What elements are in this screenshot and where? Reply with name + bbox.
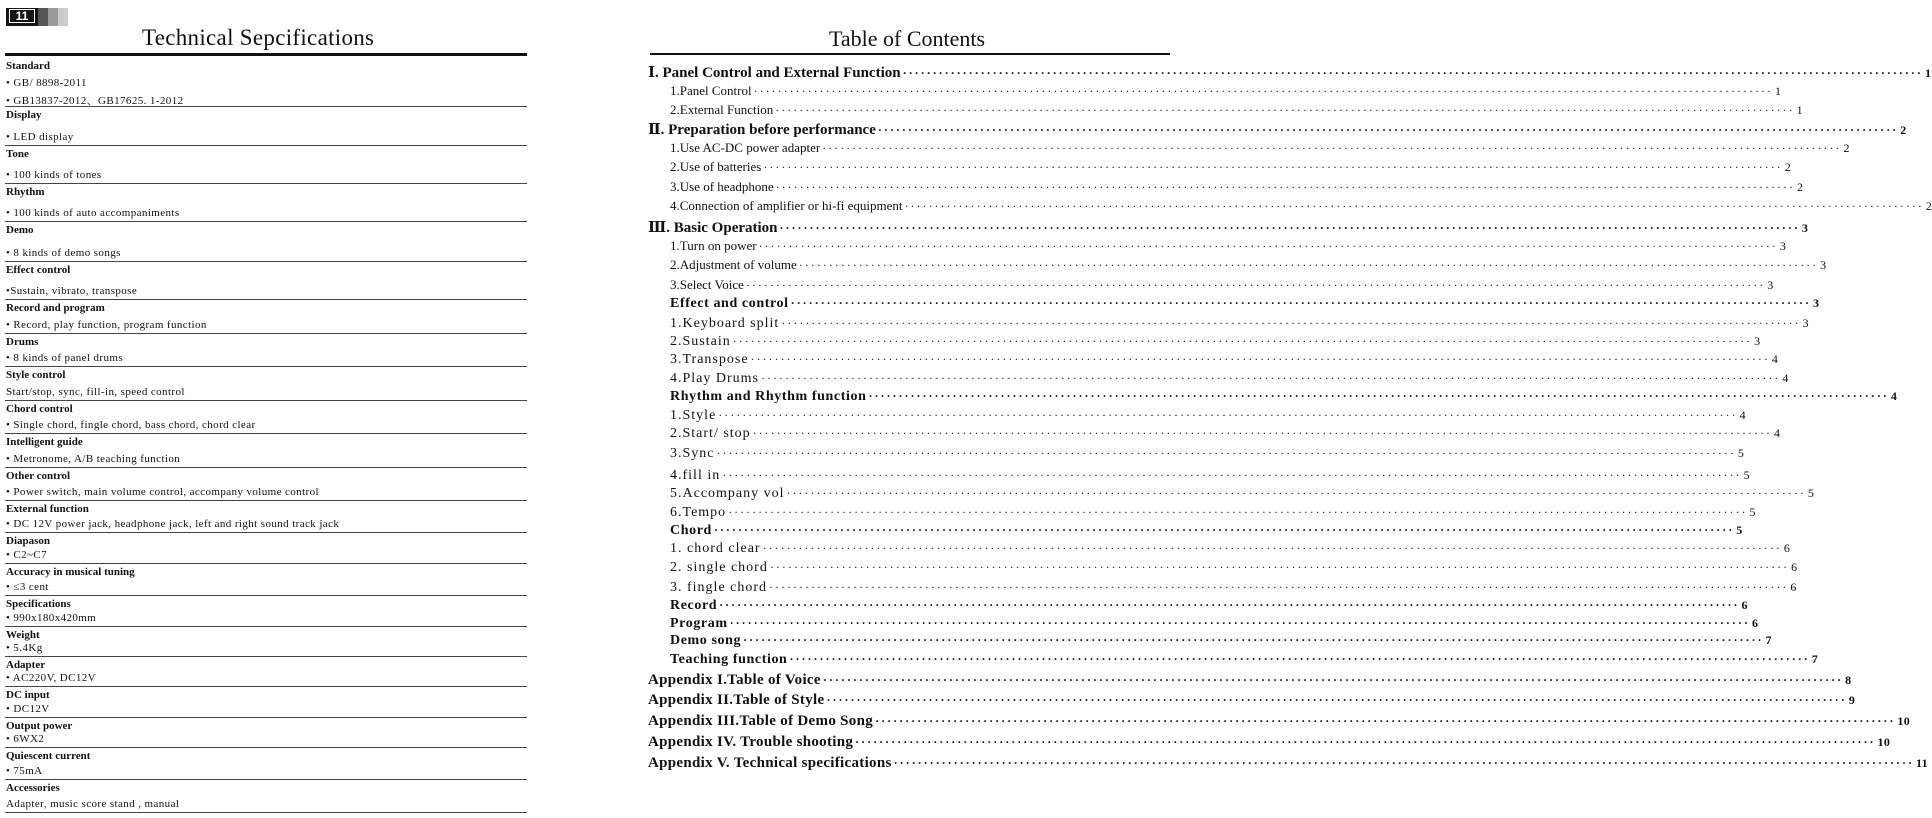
- toc-entry[interactable]: [648, 63, 1931, 82]
- toc-entry-title: 4.Connection of amplifier or hi-fi equipment: [670, 198, 903, 213]
- toc-entry-title: Chord: [670, 523, 712, 538]
- spec-heading: Tone: [6, 148, 29, 160]
- toc-entry[interactable]: [648, 734, 1891, 751]
- toc-dot-leader: [728, 505, 1747, 518]
- spec-list: [5, 58, 527, 813]
- toc-entry-title: 5.Accompany vol: [670, 486, 785, 501]
- toc-entry-title: 3.Sync: [670, 446, 715, 461]
- spec-section: [5, 401, 527, 434]
- toc-page-number: 2: [1796, 180, 1803, 194]
- toc-entry-title: 4.Play Drums: [670, 371, 759, 386]
- toc-page-number: 6: [1791, 560, 1799, 574]
- toc-dot-leader: [722, 468, 1741, 481]
- toc-page-number: 3: [1802, 316, 1810, 330]
- toc-entry[interactable]: [648, 523, 1743, 539]
- toc-dot-leader: [730, 616, 1750, 629]
- spec-section: [5, 501, 527, 533]
- toc-entry[interactable]: [648, 277, 1774, 293]
- toc-dot-leader: [789, 652, 1809, 665]
- spec-value: Adapter, music score stand , manual: [6, 798, 180, 810]
- toc-dot-leader: [753, 426, 1772, 439]
- toc-page-number: 10: [1897, 714, 1911, 728]
- toc-entry-title: 3.Select Voice: [670, 277, 744, 292]
- spec-section: [5, 262, 527, 300]
- toc-dot-leader: [903, 65, 1923, 79]
- toc-dot-leader: [754, 83, 1773, 95]
- toc-entry[interactable]: [648, 692, 1856, 709]
- spec-title-rule: [5, 53, 527, 56]
- spec-section: [5, 184, 527, 222]
- toc-dot-leader: [776, 179, 1795, 191]
- toc-page-number: 1: [1796, 103, 1803, 117]
- toc-entry-title: Appendix IV. Trouble shooting: [648, 734, 854, 750]
- toc-entry-title: 6.Tempo: [670, 505, 727, 520]
- toc-entry-title: 2.Sustain: [670, 334, 731, 349]
- toc-entry-title: 1. chord clear: [670, 541, 761, 556]
- toc-entry[interactable]: [648, 672, 1852, 689]
- spec-value: • Metronome, A/B teaching function: [6, 453, 181, 465]
- spec-value: • GB13837-2012、GB17625. 1-2012: [6, 95, 184, 107]
- toc-entry-title: Record: [670, 598, 718, 613]
- spec-heading: Diapason: [6, 535, 51, 547]
- toc-entry[interactable]: [648, 218, 1808, 237]
- toc-entry[interactable]: [648, 408, 1747, 424]
- toc-dot-leader: [875, 713, 1895, 727]
- toc-page-number: 5: [1807, 486, 1815, 500]
- page-number: 11: [9, 9, 35, 23]
- toc-page-number: 4: [1739, 408, 1747, 422]
- spec-section: [5, 748, 527, 780]
- spec-page-title: Technical Sepcifications: [142, 25, 375, 50]
- toc-page-number: 3: [1812, 296, 1820, 310]
- toc-page-number: 3: [1779, 239, 1786, 253]
- toc-page-number: 5: [1749, 505, 1757, 519]
- toc-dot-leader: [787, 486, 1806, 499]
- toc-entry[interactable]: [648, 468, 1751, 484]
- toc-page-number: 4: [1782, 371, 1790, 385]
- toc-entry[interactable]: [648, 198, 1932, 214]
- toc-entry[interactable]: [648, 616, 1759, 632]
- toc-dot-leader: [905, 198, 1924, 210]
- toc-dot-leader: [823, 672, 1843, 686]
- spec-heading: Effect control: [6, 264, 71, 276]
- toc-entry-title: 1.Style: [670, 408, 717, 423]
- toc-page-number: 1: [1924, 66, 1931, 80]
- toc-entry[interactable]: [648, 371, 1790, 387]
- toc-entry-title: Appendix III.Table of Demo Song: [648, 713, 874, 729]
- spec-section: [5, 596, 527, 627]
- spec-section: [5, 300, 527, 334]
- toc-entry-title: 2.External Function: [670, 102, 774, 117]
- toc-entry-title: Ⅲ. Basic Operation: [648, 220, 778, 236]
- toc-page-number: 4: [1771, 352, 1779, 366]
- spec-section: [5, 222, 527, 262]
- spec-heading: Quiescent current: [6, 750, 91, 762]
- toc-page-number: 1: [1774, 84, 1781, 98]
- spec-heading: Other control: [6, 470, 71, 482]
- toc-entry-title: Effect and control: [670, 296, 789, 311]
- toc-entry[interactable]: [648, 580, 1798, 596]
- toc-entry-title: 2.Start/ stop: [670, 426, 751, 441]
- toc-entry-title: 1.Use AC-DC power adapter: [670, 140, 821, 155]
- toc-dot-leader: [799, 257, 1818, 269]
- toc-entry[interactable]: [648, 238, 1786, 254]
- spec-section: [5, 107, 527, 146]
- toc-page-number: 3: [1754, 334, 1762, 348]
- spec-value: • LED display: [6, 131, 74, 143]
- toc-page-number: 9: [1848, 693, 1856, 707]
- toc-page-number: 8: [1845, 673, 1852, 687]
- toc-entry[interactable]: [648, 633, 1773, 649]
- toc-entry-title: Program: [670, 616, 728, 631]
- spec-heading: DC input: [6, 689, 50, 701]
- toc-dot-leader: [781, 316, 1800, 329]
- toc-entry-title: 1.Panel Control: [670, 83, 752, 98]
- spec-heading: Chord control: [6, 403, 73, 415]
- spec-heading: Accessories: [6, 782, 60, 794]
- toc-entry[interactable]: [648, 652, 1819, 668]
- spec-section: [5, 718, 527, 748]
- toc-entry-title: 4.fill in: [670, 468, 721, 483]
- spec-value: •Sustain, vibrato, transpose: [6, 285, 138, 297]
- toc-dot-leader: [719, 598, 1739, 611]
- toc-dot-leader: [714, 523, 1734, 536]
- toc-entry-title: 1.Keyboard split: [670, 316, 780, 331]
- toc-entry[interactable]: [648, 713, 1911, 730]
- toc-entry-title: 3.Use of headphone: [670, 179, 774, 194]
- spec-value: • ≤3 cent: [6, 581, 49, 593]
- toc-dot-leader: [759, 238, 1778, 250]
- toc-page-number: 6: [1751, 616, 1759, 630]
- toc-entry[interactable]: [648, 140, 1850, 156]
- spec-value: • 100 kinds of tones: [6, 169, 102, 181]
- toc-entry[interactable]: [648, 486, 1815, 502]
- badge-shade-light: [58, 8, 68, 26]
- toc-page-number: 4: [1890, 389, 1898, 403]
- toc-entry[interactable]: [648, 598, 1749, 614]
- spec-heading: Style control: [6, 369, 66, 381]
- spec-value: • 100 kinds of auto accompaniments: [6, 207, 180, 219]
- toc-page-number: 10: [1877, 735, 1891, 749]
- spec-heading: Display: [6, 109, 42, 121]
- toc-dot-leader: [746, 277, 1765, 289]
- toc-entry-title: Ⅰ. Panel Control and External Function: [648, 65, 901, 81]
- toc-entry-title: 3. fingle chord: [670, 580, 768, 595]
- toc-page-number: 3: [1801, 221, 1808, 235]
- spec-value: • 8 kinds of panel drums: [6, 352, 124, 364]
- spec-heading: Output power: [6, 720, 73, 732]
- toc-page-number: 3: [1820, 258, 1827, 272]
- spec-section: [5, 780, 527, 813]
- spec-heading: Weight: [6, 629, 40, 641]
- toc-page-number: 5: [1743, 468, 1751, 482]
- toc-entry[interactable]: [648, 159, 1791, 175]
- toc-dot-leader: [878, 122, 1898, 136]
- spec-heading: Demo: [6, 224, 34, 236]
- spec-value: • 8 kinds of demo songs: [6, 247, 121, 259]
- toc-dot-leader: [868, 389, 1888, 402]
- toc-entry-title: Ⅱ. Preparation before performance: [648, 122, 876, 138]
- badge-shade-dark: [38, 8, 48, 26]
- spec-section: [5, 564, 527, 596]
- spec-heading: External function: [6, 503, 89, 515]
- toc-page-number: 6: [1741, 598, 1749, 612]
- toc-page-number: 4: [1774, 426, 1782, 440]
- spec-value: • AC220V, DC12V: [6, 672, 97, 684]
- spec-section: [5, 146, 527, 184]
- toc-page-number: 2: [1925, 199, 1932, 213]
- toc-dot-leader: [761, 371, 1780, 384]
- spec-value: • DC12V: [6, 703, 50, 715]
- toc-entry[interactable]: [648, 257, 1827, 273]
- toc-dot-leader: [894, 755, 1914, 769]
- toc-entry-title: Demo song: [670, 633, 742, 648]
- spec-value: • GB/ 8898-2011: [6, 77, 87, 89]
- spec-heading: Record and program: [6, 302, 105, 314]
- spec-value: • C2~C7: [6, 549, 48, 561]
- toc-entry[interactable]: [648, 83, 1781, 99]
- spec-section: [5, 334, 527, 367]
- spec-section: [5, 468, 527, 501]
- spec-heading: Rhythm: [6, 186, 45, 198]
- toc-dot-leader: [826, 692, 1846, 706]
- spec-heading: Drums: [6, 336, 39, 348]
- toc-entry-title: Appendix V. Technical specifications: [648, 755, 892, 771]
- toc-entry-title: Appendix I.Table of Voice: [648, 672, 821, 688]
- toc-dot-leader: [718, 408, 1737, 421]
- toc-entry[interactable]: [648, 446, 1745, 462]
- toc-entry-title: 2.Use of batteries: [670, 159, 762, 174]
- spec-heading: Intelligent guide: [6, 436, 83, 448]
- toc-page-number: 5: [1736, 523, 1743, 537]
- toc-dot-leader: [751, 352, 1770, 365]
- spec-value: • 6WX2: [6, 733, 45, 745]
- toc-page-number: 2: [1843, 141, 1850, 155]
- toc-dot-leader: [770, 560, 1789, 573]
- toc-page-number: 2: [1784, 160, 1791, 174]
- toc-entry[interactable]: [648, 102, 1803, 118]
- spec-value: • DC 12V power jack, headphone jack, left and right sound track jack: [6, 518, 340, 530]
- toc-entry[interactable]: [648, 334, 1762, 350]
- toc-entry-title: Appendix II.Table of Style: [648, 692, 825, 708]
- toc-dot-leader: [743, 633, 1763, 646]
- spec-value: • Single chord, fingle chord, bass chord, chord clear: [6, 419, 256, 431]
- spec-value: • Power switch, main volume control, accompany volume control: [6, 486, 319, 498]
- spec-heading: Specifications: [6, 598, 71, 610]
- badge-shade-mid: [48, 8, 58, 26]
- toc-entry[interactable]: [648, 389, 1898, 405]
- spec-value: • Record, play function, program function: [6, 319, 207, 331]
- toc-page-number: 6: [1783, 541, 1791, 555]
- toc-page-number: 6: [1790, 580, 1798, 594]
- toc-entry[interactable]: [648, 316, 1810, 332]
- toc-dot-leader: [763, 541, 1782, 554]
- spec-section: [5, 687, 527, 718]
- page-number-badge: [6, 8, 66, 26]
- toc-page-number: 7: [1811, 652, 1819, 666]
- toc-page-title: Table of Contents: [829, 26, 986, 51]
- spec-heading: Adapter: [6, 659, 46, 671]
- spec-section: [5, 657, 527, 687]
- toc-dot-leader: [855, 734, 1875, 748]
- spec-section: [5, 58, 527, 107]
- toc-entry[interactable]: [648, 560, 1799, 576]
- toc-entry-title: 2.Adjustment of volume: [670, 257, 797, 272]
- toc-page-number: 7: [1765, 633, 1773, 647]
- toc-entry[interactable]: [648, 541, 1791, 557]
- toc-entry[interactable]: [648, 120, 1907, 139]
- toc-entry-title: Rhythm and Rhythm function: [670, 389, 867, 404]
- toc-entry[interactable]: [648, 426, 1782, 442]
- spec-section: [5, 533, 527, 564]
- toc-entry[interactable]: [648, 755, 1928, 772]
- toc-dot-leader: [775, 102, 1794, 114]
- toc-page-number: 2: [1900, 123, 1907, 137]
- spec-section: [5, 627, 527, 657]
- spec-heading: Accuracy in musical tuning: [6, 566, 135, 578]
- spec-section: [5, 434, 527, 468]
- toc-entry[interactable]: [648, 505, 1757, 521]
- toc-page-number: 3: [1767, 278, 1774, 292]
- toc-page-number: 5: [1737, 446, 1745, 460]
- spec-section: [5, 367, 527, 401]
- toc-entry[interactable]: [648, 296, 1820, 312]
- toc-dot-leader: [769, 580, 1788, 593]
- toc-entry[interactable]: [648, 179, 1803, 195]
- toc-entry[interactable]: [648, 352, 1779, 368]
- spec-value: • 5.4Kg: [6, 642, 43, 654]
- toc-dot-leader: [791, 296, 1811, 309]
- toc-entry-title: 2. single chord: [670, 560, 768, 575]
- toc-entry-title: 3.Transpose: [670, 352, 749, 367]
- toc-entry-title: Teaching function: [670, 652, 788, 667]
- spec-heading: Standard: [6, 60, 51, 72]
- toc-dot-leader: [780, 220, 1800, 234]
- toc-page-number: 11: [1915, 756, 1928, 770]
- spec-value: Start/stop, sync, fill-in, speed control: [6, 386, 185, 398]
- toc-entry-title: 1.Turn on power: [670, 238, 757, 253]
- toc-dot-leader: [822, 140, 1841, 152]
- page-number-box: [6, 8, 38, 26]
- spec-value: • 990x180x420mm: [6, 612, 97, 624]
- spec-value: • 75mA: [6, 765, 43, 777]
- toc-dot-leader: [733, 334, 1752, 347]
- toc-title-rule: [650, 53, 1170, 55]
- toc-dot-leader: [763, 159, 1782, 171]
- toc-dot-leader: [717, 446, 1736, 459]
